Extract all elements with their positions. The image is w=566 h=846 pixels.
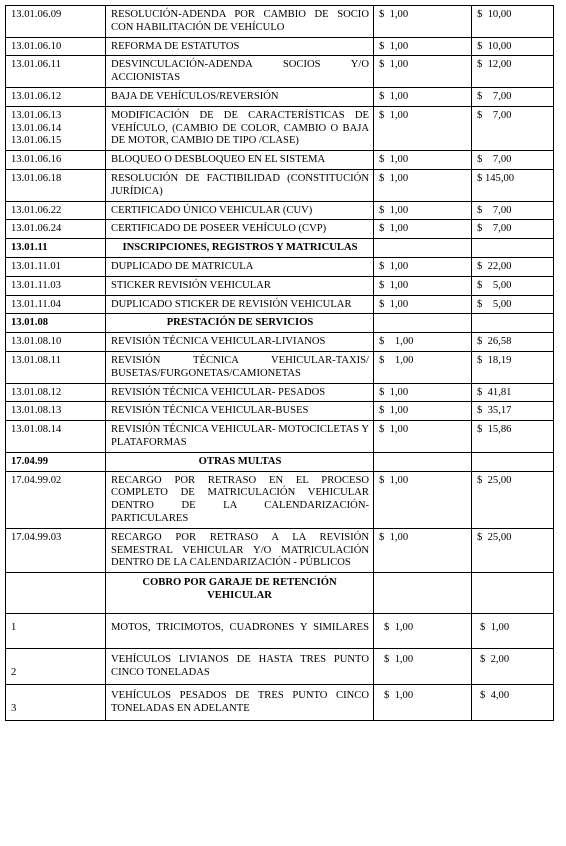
item-description: MODIFICACIÓN DE DE CARACTERÍSTICAS DE VEHÍCULO, (CAMBIO DE COLOR, CAMBIO O BAJA DE MOTOR, CAMBIO DE TIPO /CLASE) — [106, 106, 374, 150]
item-fee: $ 1,00 — [374, 151, 472, 170]
item-code — [6, 220, 106, 239]
item-code — [6, 87, 106, 106]
item-code-line: 13.01.08.11 — [11, 354, 61, 366]
item-code — [6, 169, 106, 201]
item-code-line: 17.04.99.02 — [11, 474, 62, 486]
empty-cell — [374, 573, 472, 614]
item-fee: $ 1,00 — [374, 106, 472, 150]
item-fee: $ 1,00 — [374, 471, 472, 528]
item-code-line: 13.01.08.14 — [11, 424, 62, 436]
item-fee: $ 1,00 — [374, 201, 472, 220]
item-total: $ 7,00 — [472, 151, 554, 170]
item-code — [6, 6, 106, 38]
item-description: CERTIFICADO ÚNICO VEHICULAR (CUV) — [106, 201, 374, 220]
item-fee: $ 1,00 — [374, 333, 472, 352]
fee-row — [6, 106, 554, 150]
item-description: DESVINCULACIÓN-ADENDA SOCIOS Y/O ACCIONISTAS — [106, 56, 374, 88]
item-fee: $ 1,00 — [374, 169, 472, 201]
item-description: RESOLUCIÓN DE FACTIBILIDAD (CONSTITUCIÓN JURÍDICA) — [106, 169, 374, 201]
item-code — [6, 471, 106, 528]
item-code — [6, 383, 106, 402]
item-code-line: 13.01.11.04 — [11, 298, 61, 310]
item-total: $ 10,00 — [472, 6, 554, 38]
item-total: $ 5,00 — [472, 295, 554, 314]
empty-cell — [6, 573, 106, 614]
fee-row — [6, 333, 554, 352]
item-code-line: 13.01.06.09 — [11, 9, 62, 20]
item-fee: $ 1,00 — [374, 220, 472, 239]
item-fee: $ 1,00 — [374, 56, 472, 88]
garage-fee: $ 1,00 — [374, 685, 472, 721]
item-fee: $ 1,00 — [374, 528, 472, 572]
section-row — [6, 452, 554, 471]
garage-total: $ 1,00 — [472, 613, 554, 649]
item-description: BAJA DE VEHÍCULOS/REVERSIÓN — [106, 87, 374, 106]
item-total: $ 7,00 — [472, 201, 554, 220]
garage-fee: $ 1,00 — [374, 613, 472, 649]
item-total: $ 18,19 — [472, 351, 554, 383]
item-total: $ 25,00 — [472, 528, 554, 572]
item-description: REVISIÓN TÉCNICA VEHICULAR-BUSES — [106, 402, 374, 421]
empty-cell — [472, 314, 554, 333]
empty-cell — [472, 239, 554, 258]
item-description: BLOQUEO O DESBLOQUEO EN EL SISTEMA — [106, 151, 374, 170]
item-code — [6, 201, 106, 220]
section-code: 13.01.11 — [6, 239, 106, 258]
section-row — [6, 314, 554, 333]
item-total: $ 5,00 — [472, 276, 554, 295]
item-total: $ 26,58 — [472, 333, 554, 352]
section-title: INSCRIPCIONES, REGISTROS Y MATRICULAS — [106, 239, 374, 258]
item-code-line: 13.01.11.03 — [11, 279, 61, 291]
fee-row — [6, 151, 554, 170]
fee-row — [6, 201, 554, 220]
item-description: CERTIFICADO DE POSEER VEHÍCULO (CVP) — [106, 220, 374, 239]
empty-cell — [374, 239, 472, 258]
fee-row — [6, 402, 554, 421]
section-code: 17.04.99 — [6, 452, 106, 471]
garage-fee: $ 1,00 — [374, 649, 472, 685]
item-description: STICKER REVISIÓN VEHICULAR — [106, 276, 374, 295]
item-total: $ 145,00 — [472, 169, 554, 201]
fee-schedule-table — [5, 5, 554, 721]
item-fee: $ 1,00 — [374, 6, 472, 38]
fee-schedule-document — [5, 5, 553, 721]
garage-total: $ 4,00 — [472, 685, 554, 721]
item-code-line: 13.01.08.13 — [11, 405, 62, 417]
fee-row — [6, 295, 554, 314]
item-code — [6, 106, 106, 150]
item-code-line: 13.01.06.16 — [11, 154, 62, 166]
item-code — [6, 333, 106, 352]
item-code-line: 13.01.08.10 — [11, 336, 62, 348]
item-description: DUPLICADO DE MATRICULA — [106, 257, 374, 276]
item-description: REVISIÓN TÉCNICA VEHICULAR- MOTOCICLETAS Y PLATAFORMAS — [106, 421, 374, 453]
garage-code: 3 — [6, 685, 106, 721]
fee-schedule-body — [6, 6, 554, 721]
item-description: RESOLUCIÓN-ADENDA POR CAMBIO DE SOCIO CON HABILITACIÓN DE VEHÍCULO — [106, 6, 374, 38]
empty-cell — [374, 452, 472, 471]
section-code: 13.01.08 — [6, 314, 106, 333]
section-row — [6, 239, 554, 258]
fee-row — [6, 220, 554, 239]
item-fee: $ 1,00 — [374, 402, 472, 421]
item-fee: $ 1,00 — [374, 383, 472, 402]
item-fee: $ 1,00 — [374, 87, 472, 106]
garage-row — [6, 685, 554, 721]
item-total: $ 22,00 — [472, 257, 554, 276]
item-description: RECARGO POR RETRASO EN EL PROCESO COMPLETO DE MATRICULACIÓN VEHICULAR DENTRO DE LA CALENDARIZACIÓN-PARTICULARES — [106, 471, 374, 528]
garage-total: $ 2,00 — [472, 649, 554, 685]
item-fee: $ 1,00 — [374, 276, 472, 295]
item-total: $ 10,00 — [472, 37, 554, 56]
item-code-line: 13.01.06.12 — [11, 90, 62, 102]
item-description: REFORMA DE ESTATUTOS — [106, 37, 374, 56]
item-total: $ 15,86 — [472, 421, 554, 453]
item-code — [6, 257, 106, 276]
section-title: PRESTACIÓN DE SERVICIOS — [106, 314, 374, 333]
garage-description: MOTOS, TRICIMOTOS, CUADRONES Y SIMILARES — [106, 613, 374, 649]
item-total: $ 25,00 — [472, 471, 554, 528]
item-code — [6, 56, 106, 88]
garage-description: VEHÍCULOS LIVIANOS DE HASTA TRES PUNTO CINCO TONELADAS — [106, 649, 374, 685]
fee-row — [6, 37, 554, 56]
item-total: $ 7,00 — [472, 87, 554, 106]
item-code-line: 13.01.06.24 — [11, 223, 62, 235]
garage-code: 1 — [6, 613, 106, 649]
item-total: $ 35,17 — [472, 402, 554, 421]
item-code — [6, 37, 106, 56]
item-code-line: 17.04.99.03 — [11, 531, 62, 543]
item-code-line: 13.01.08.12 — [11, 386, 62, 398]
item-description: REVISIÓN TÉCNICA VEHICULAR-LIVIANOS — [106, 333, 374, 352]
fee-row — [6, 528, 554, 572]
item-fee: $ 1,00 — [374, 351, 472, 383]
fee-row — [6, 421, 554, 453]
item-description: DUPLICADO STICKER DE REVISIÓN VEHICULAR — [106, 295, 374, 314]
item-fee: $ 1,00 — [374, 421, 472, 453]
item-fee: $ 1,00 — [374, 295, 472, 314]
fee-row — [6, 257, 554, 276]
item-code — [6, 528, 106, 572]
item-code-line: 13.01.06.13 — [11, 109, 62, 121]
item-description: REVISIÓN TÉCNICA VEHICULAR- PESADOS — [106, 383, 374, 402]
item-code-line: 13.01.11.01 — [11, 260, 61, 272]
item-code-line: 13.01.06.10 — [11, 40, 62, 52]
item-code — [6, 421, 106, 453]
item-code — [6, 402, 106, 421]
item-description: RECARGO POR RETRASO A LA REVISIÓN SEMESTRAL VEHICULAR Y/O MATRICULACIÓN DENTRO DE LA CALENDARIZACIÓN - PÚBLICOS — [106, 528, 374, 572]
empty-cell — [472, 573, 554, 614]
fee-row — [6, 276, 554, 295]
fee-row — [6, 56, 554, 88]
fee-row — [6, 87, 554, 106]
garage-code: 2 — [6, 649, 106, 685]
item-total: $ 7,00 — [472, 106, 554, 150]
fee-row — [6, 471, 554, 528]
empty-cell — [472, 452, 554, 471]
garage-row — [6, 649, 554, 685]
garage-title: COBRO POR GARAJE DE RETENCIÓN VEHICULAR — [106, 573, 374, 614]
item-total: $ 12,00 — [472, 56, 554, 88]
garage-row — [6, 613, 554, 649]
item-total: $ 7,00 — [472, 220, 554, 239]
item-total: $ 41,81 — [472, 383, 554, 402]
garage-description: VEHÍCULOS PESADOS DE TRES PUNTO CINCO TONELADAS EN ADELANTE — [106, 685, 374, 721]
item-fee: $ 1,00 — [374, 257, 472, 276]
item-code — [6, 295, 106, 314]
item-code-line: 13.01.06.22 — [11, 204, 62, 216]
empty-cell — [374, 314, 472, 333]
item-code — [6, 151, 106, 170]
item-fee: $ 1,00 — [374, 37, 472, 56]
item-code-line: 13.01.06.18 — [11, 172, 62, 184]
item-code — [6, 276, 106, 295]
section-title: OTRAS MULTAS — [106, 452, 374, 471]
item-code — [6, 351, 106, 383]
garage-header-row — [6, 573, 554, 614]
fee-row — [6, 383, 554, 402]
fee-row — [6, 169, 554, 201]
fee-row — [6, 351, 554, 383]
item-code-line: 13.01.06.11 — [11, 59, 61, 71]
fee-row — [6, 6, 554, 38]
item-description: REVISIÓN TÉCNICA VEHICULAR-TAXIS/ BUSETAS/FURGONETAS/CAMIONETAS — [106, 351, 374, 383]
item-code-line: 13.01.06.15 — [11, 135, 62, 147]
item-code-line: 13.01.06.14 — [11, 122, 62, 134]
